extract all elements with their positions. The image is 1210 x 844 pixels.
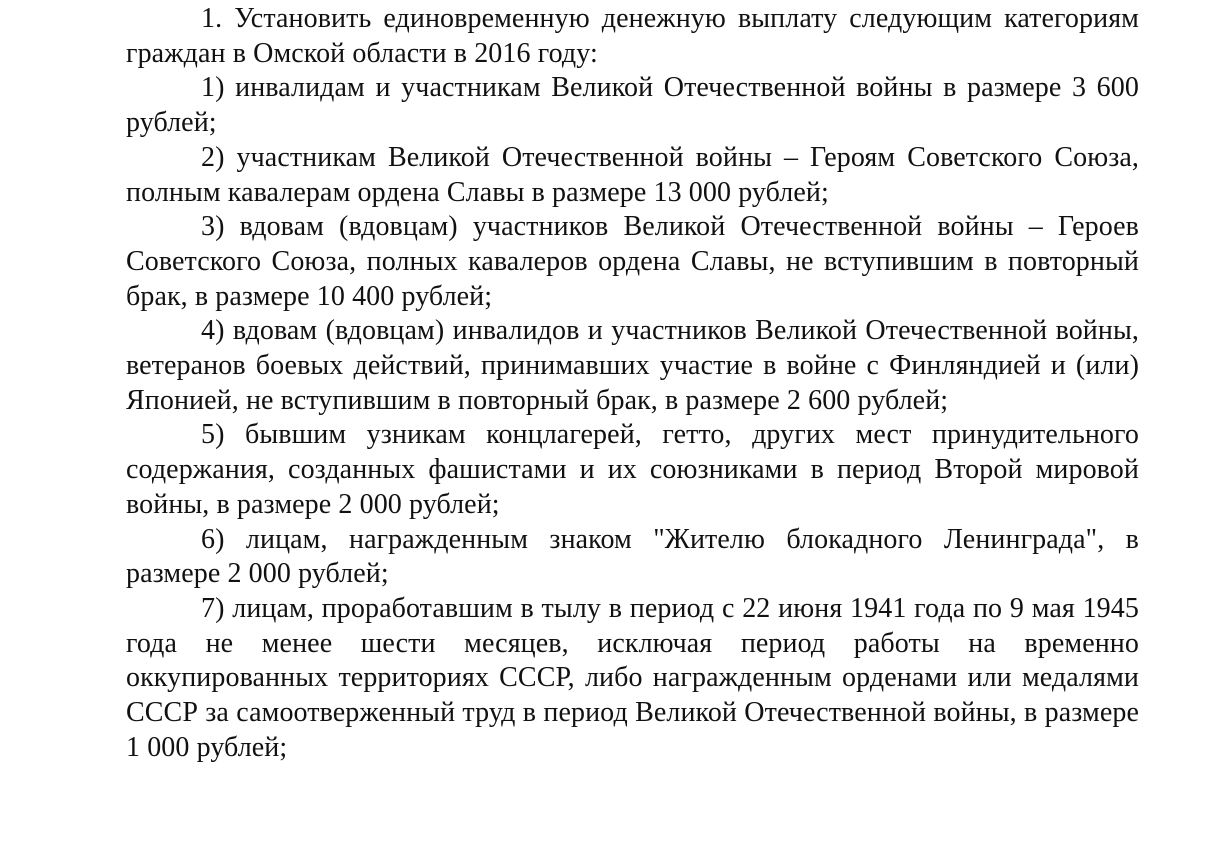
paragraph-clause-1: 1. Установить единовременную денежную выплату следующим категориям граждан в Омской области в 2016 году:: [126, 3, 1139, 69]
paragraph-item-2: 2) участникам Великой Отечественной войны – Героям Советского Союза, полным кавалерам ордена Славы в размере 13 000 рублей;: [126, 141, 1139, 208]
document-page: [126, 2, 1139, 765]
paragraph-item-3: 3) вдовам (вдовцам) участников Великой Отечественной войны – Героев Советского Союза, полных кавалеров ордена Славы, не вступившим в повторный брак, в размере 10 400 рублей;: [126, 211, 1139, 312]
paragraph-item-7: 7) лицам, проработавшим в тылу в период с 22 июня 1941 года по 9 мая 1945 года не менее шести месяцев, исключая период работы на временно оккупированных территориях СССР, либо награжденным орденами или медалями СССР за самоотверженный труд в период Великой Отечественной войны, в размере 1 000 рублей;: [126, 592, 1139, 763]
paragraph-item-4: 4) вдовам (вдовцам) инвалидов и участников Великой Отечественной войны, ветеранов боевых действий, принимавших участие в войне с Финляндией и (или) Японией, не вступившим в повторный брак, в размере 2 600 рублей;: [126, 315, 1139, 416]
paragraph-item-6: 6) лицам, награжденным знаком "Жителю блокадного Ленинграда", в размере 2 000 рублей;: [126, 523, 1139, 590]
paragraph-item-1: 1) инвалидам и участникам Великой Отечественной войны в размере 3 600 рублей;: [126, 72, 1139, 139]
paragraph-item-5: 5) бывшим узникам концлагерей, гетто, других мест принудительного содержания, созданных фашистами и их союзниками в период Второй мировой войны, в размере 2 000 рублей;: [126, 419, 1139, 520]
